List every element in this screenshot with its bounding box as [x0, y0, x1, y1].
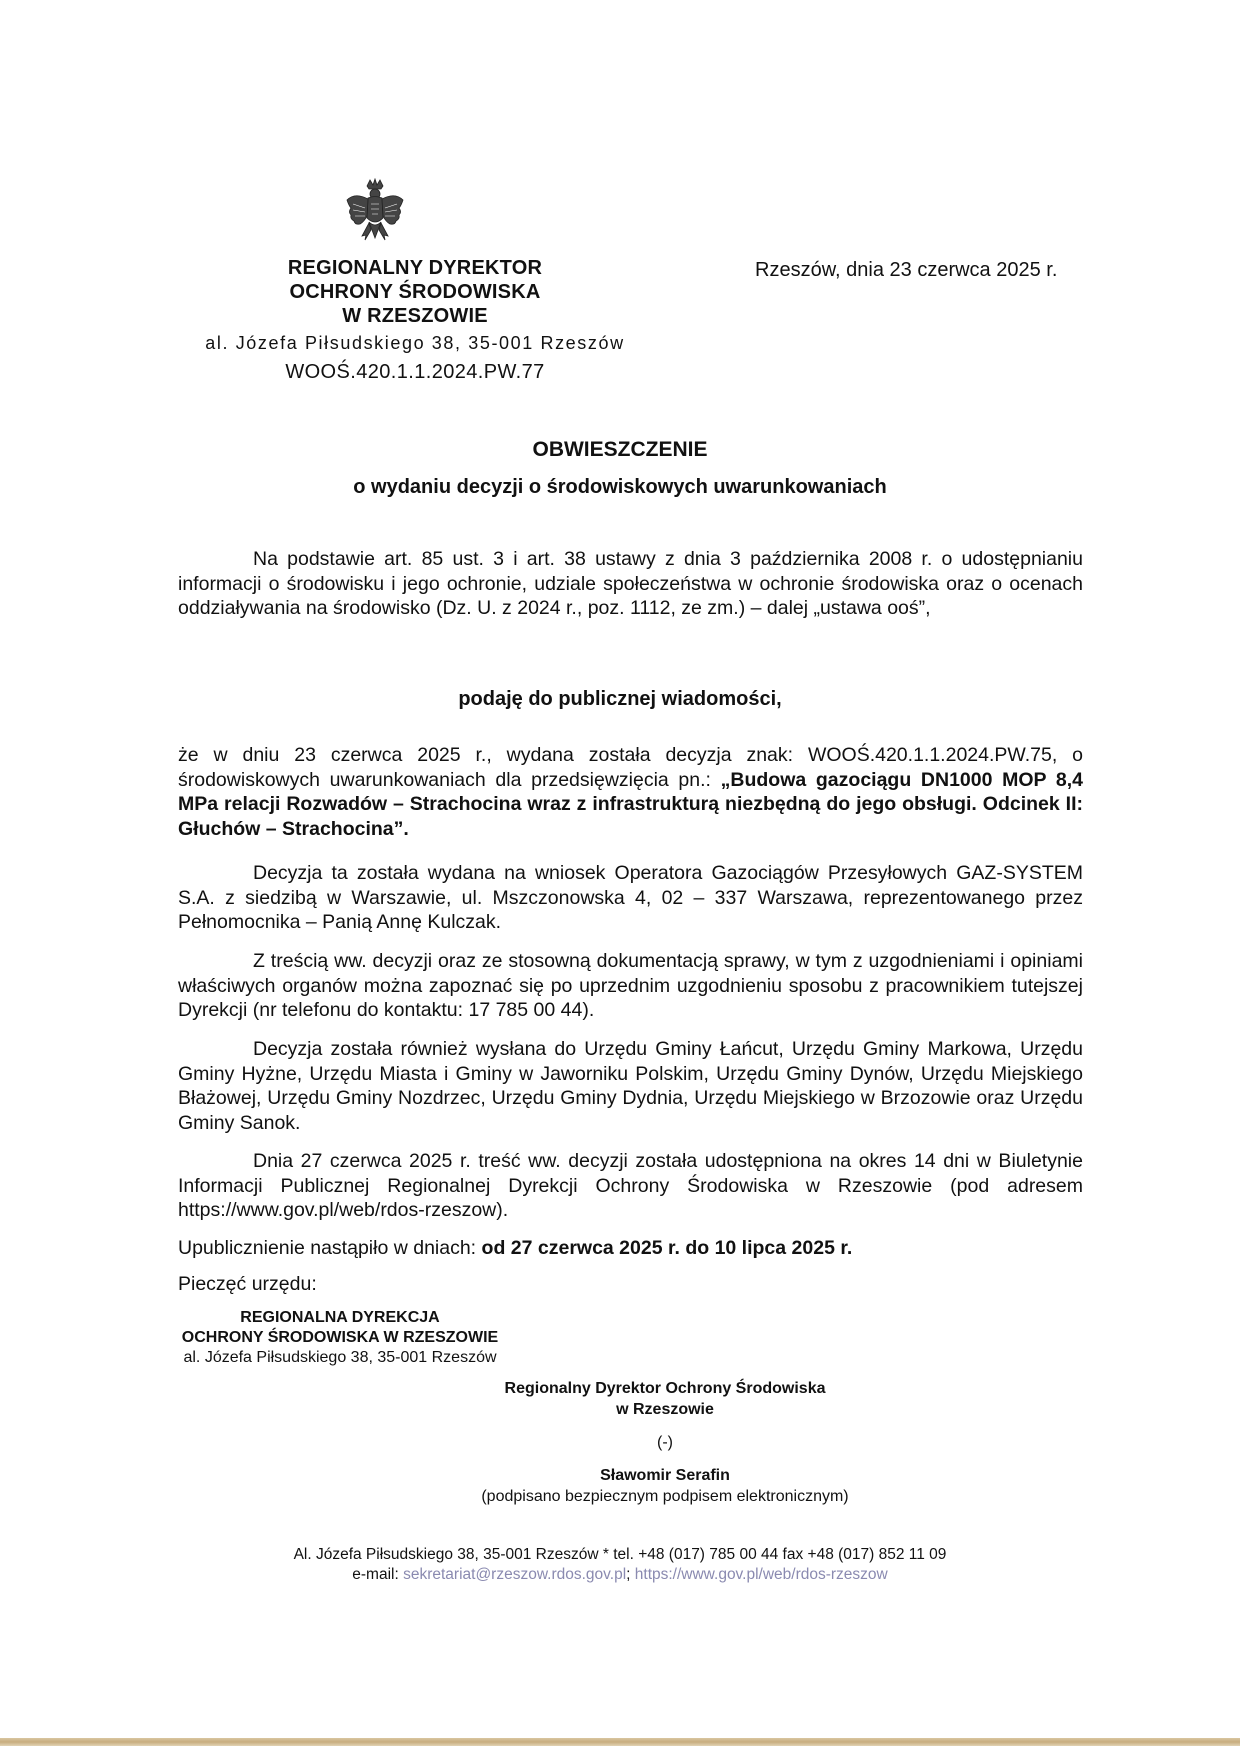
signer-name: Sławomir Serafin — [600, 1467, 730, 1484]
signer-title-line1: Regionalny Dyrektor Ochrony Środowiska — [504, 1380, 826, 1397]
issuer-name-line2: OCHRONY ŚRODOWISKA — [289, 281, 541, 303]
document-date: Rzeszów, dnia 23 czerwca 2025 r. — [755, 259, 1058, 281]
link-separator: ; — [626, 1566, 635, 1583]
decision-text: że w dniu 23 czerwca 2025 r., wydana została decyzja znak: WOOŚ.420.1.1.2024.PW.75, o środowiskowych uwarunkowaniach dla przedsięwzięcia pn.: — [178, 744, 1083, 791]
bottom-decorative-strip — [0, 1738, 1240, 1746]
seal-line1: REGIONALNA DYREKCJA — [240, 1309, 440, 1326]
signature-mark: (-) — [657, 1434, 673, 1451]
page-footer — [0, 1545, 1240, 1585]
issuer-name-line1: REGIONALNY DYREKTOR — [287, 257, 543, 279]
applicant-paragraph: Decyzja ta została wydana na wniosek Operatora Gazociągów Przesyłowych GAZ-SYSTEM S.A. z siedzibą w Warszawie, ul. Mszczonowska 4, 02 – 337 Warszawa, reprezentowanego przez Pełnomocnika – Panią Annę Kulczak. — [178, 862, 1083, 933]
publication-period-text: Upublicznienie nastąpiło w dniach: — [178, 1237, 482, 1259]
footer-links-line — [0, 1565, 1240, 1585]
publication-period-paragraph — [178, 1236, 1083, 1261]
publication-period-dates: od 27 czerwca 2025 r. do 10 lipca 2025 r. — [481, 1237, 853, 1259]
email-label: e-mail: — [352, 1566, 404, 1583]
office-seal — [140, 1308, 540, 1368]
email-link[interactable]: sekretariat@rzeszow.rdos.gov.pl — [403, 1566, 627, 1583]
document-title: OBWIESZCZENIE — [532, 438, 708, 461]
seal-line2: OCHRONY ŚRODOWISKA W RZESZOWIE — [181, 1329, 499, 1346]
document-subtitle: o wydaniu decyzji o środowiskowych uwarunkowaniach — [353, 476, 887, 498]
issuer-header — [180, 256, 650, 388]
legal-basis-paragraph: Na podstawie art. 85 ust. 3 i art. 38 ustawy z dnia 3 października 2008 r. o udostępnianiu informacji o środowisku i jego ochronie, udziale społeczeństwa w ochronie środowiska oraz o ocenach oddziaływania na środowisko (Dz. U. z 2024 r., poz. 1112, ze zm.) – dalej „ustawa ooś”, — [178, 548, 1083, 619]
signer-title-line2: w Rzeszowie — [616, 1401, 714, 1418]
issuer-address: al. Józefa Piłsudskiego 38, 35-001 Rzeszów — [205, 333, 625, 353]
website-link[interactable]: https://www.gov.pl/web/rdos-rzeszow — [634, 1566, 888, 1583]
project-name: „Budowa gazociągu DN1000 MOP 8,4 MPa relacji Rozwadów – Strachocina wraz z infrastrukturą niezbędną do jego obsługi. Odcinek II: Głuchów – Strachocina”. — [178, 768, 1083, 840]
footer-contact-line: Al. Józefa Piłsudskiego 38, 35-001 Rzeszów * tel. +48 (017) 785 00 44 fax +48 (017) 852 11 09 — [293, 1546, 947, 1563]
access-paragraph: Z treścią ww. decyzji oraz ze stosowną dokumentacją sprawy, w tym z uzgodnieniami i opiniami właściwych organów można zapoznać się po uprzednim uzgodnieniu sposobu z pracownikiem tutejszej Dyrekcji (nr telefonu do kontaktu: 17 785 00 44). — [178, 950, 1083, 1021]
issuer-name-line3: W RZESZOWIE — [342, 305, 488, 327]
distribution-paragraph: Decyzja została również wysłana do Urzędu Gminy Łańcut, Urzędu Gminy Markowa, Urzędu Gminy Hyżne, Urzędu Miasta i Gminy w Jaworniku Polskim, Urzędu Gminy Dynów, Urzędu Miejskiego Błażowej, Urzędu Gminy Nozdrzec, Urzędu Gminy Dydnia, Urzędu Miejskiego w Brzozowie oraz Urzędu Gminy Sanok. — [178, 1038, 1083, 1134]
publication-paragraph: Dnia 27 czerwca 2025 r. treść ww. decyzji została udostępniona na okres 14 dni w Biuletynie Informacji Publicznej Regionalnej Dyrekcji Ochrony Środowiska w Rzeszowie (pod adresem https://www.gov.pl/web/rdos-rzeszow). — [178, 1150, 1083, 1221]
seal-address: al. Józefa Piłsudskiego 38, 35-001 Rzeszów — [183, 1349, 497, 1366]
decision-paragraph — [178, 743, 1083, 841]
seal-label: Pieczęć urzędu: — [178, 1273, 317, 1295]
polish-eagle-emblem-icon — [345, 178, 405, 250]
signature-block — [440, 1378, 890, 1507]
signature-note: (podpisano bezpiecznym podpisem elektronicznym) — [481, 1488, 849, 1505]
reference-number: WOOŚ.420.1.1.2024.PW.77 — [285, 361, 545, 383]
announcement-line: podaję do publicznej wiadomości, — [458, 688, 782, 710]
